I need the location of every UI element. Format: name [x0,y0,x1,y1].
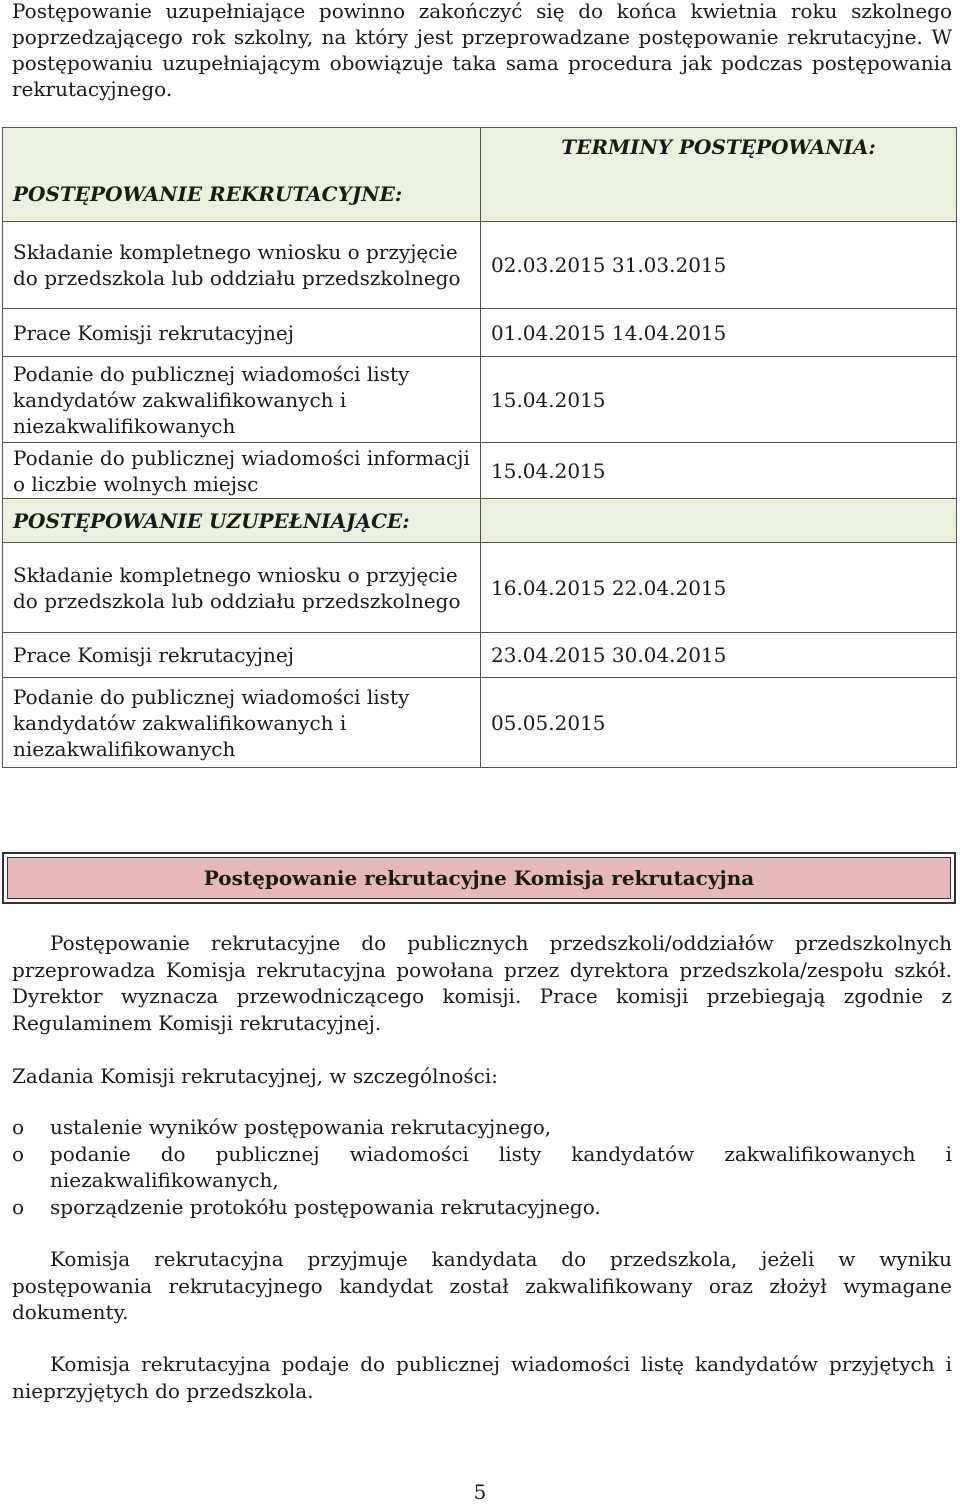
row-date: 16.04.2015 22.04.2015 [481,543,957,633]
row-date: 23.04.2015 30.04.2015 [481,633,957,678]
section2-empty-cell [481,499,957,543]
tasks-intro: Zadania Komisji rekrutacyjnej, w szczególności: [12,1064,498,1088]
row-date: 02.03.2015 31.03.2015 [481,222,957,309]
row-label: Prace Komisji rekrutacyjnej [3,633,481,678]
table-row [3,678,957,768]
section-heading-box [2,852,956,904]
row-date: 05.05.2015 [481,678,957,768]
row-label: Składanie kompletnego wniosku o przyjęcie do przedszkola lub oddziału przedszkolnego [3,543,481,633]
intro-paragraph: Postępowanie uzupełniające powinno zakończyć się do końca kwietnia roku szkolnego poprzedzającego rok szkolny, na który jest przeprowadzane postępowanie rekrutacyjne. W postępowaniu uzupełniającym obowiązuje taka sama procedura jak podczas postępowania rekrutacyjnego. [12,0,952,101]
section2-title: POSTĘPOWANIE UZUPEŁNIAJĄCE: [3,499,481,543]
paragraph-lists: Komisja rekrutacyjna podaje do publicznej wiadomości listę kandydatów przyjętych i nieprzyjętych do przedszkola. [12,1352,952,1403]
section1-title: POSTĘPOWANIE REKRUTACYJNE: [3,128,481,222]
header-dates: TERMINY POSTĘPOWANIA: [481,128,957,222]
schedule-header-row [3,128,957,222]
paragraph-acceptance: Komisja rekrutacyjna przyjmuje kandydata do przedszkola, jeżeli w wyniku postępowania rekrutacyjnego kandydat został zakwalifikowany oraz złożył wymagane dokumenty. [12,1247,952,1324]
table-row [3,443,957,499]
bullet-marker: o [12,1194,25,1219]
table-row [3,309,957,357]
bullet-marker: o [12,1141,25,1166]
section-heading: Postępowanie rekrutacyjne Komisja rekrutacyjna [203,866,755,890]
paragraph-commission: Postępowanie rekrutacyjne do publicznych przedszkoli/oddziałów przedszkolnych przeprowadza Komisja rekrutacyjna powołana przez dyrektora przedszkola/zespołu szkół. Dyrektor wyznacza przewodniczącego komisji. Prace komisji przebiegają zgodnie z Regulaminem Komisji rekrutacyjnej. [12,931,952,1035]
list-item [12,1194,952,1221]
row-label: Podanie do publicznej wiadomości informacji o liczbie wolnych miejsc [3,443,481,499]
row-label: Prace Komisji rekrutacyjnej [3,309,481,357]
schedule-table [2,127,957,768]
row-label: Podanie do publicznej wiadomości listy kandydatów zakwalifikowanych i niezakwalifikowanych [3,357,481,443]
list-item [12,1114,952,1141]
table-row [3,543,957,633]
bullet-marker: o [12,1115,25,1139]
schedule-section2-row [3,499,957,543]
table-row [3,222,957,309]
list-item-text: podanie do publicznej wiadomości listy kandydatów zakwalifikowanych i niezakwalifikowanych, [50,1141,952,1192]
row-label: Podanie do publicznej wiadomości listy kandydatów zakwalifikowanych i niezakwalifikowanych [3,678,481,768]
list-item [12,1141,952,1194]
page-number: 5 [473,1480,487,1504]
table-row [3,357,957,443]
tasks-list [12,1114,952,1220]
row-label: Składanie kompletnego wniosku o przyjęcie do przedszkola lub oddziału przedszkolnego [3,222,481,309]
table-row [3,633,957,678]
row-date: 01.04.2015 14.04.2015 [481,309,957,357]
row-date: 15.04.2015 [481,443,957,499]
list-item-text: ustalenie wyników postępowania rekrutacyjnego, [50,1115,552,1139]
list-item-text: sporządzenie protokółu postępowania rekrutacyjnego. [50,1194,601,1219]
row-date: 15.04.2015 [481,357,957,443]
